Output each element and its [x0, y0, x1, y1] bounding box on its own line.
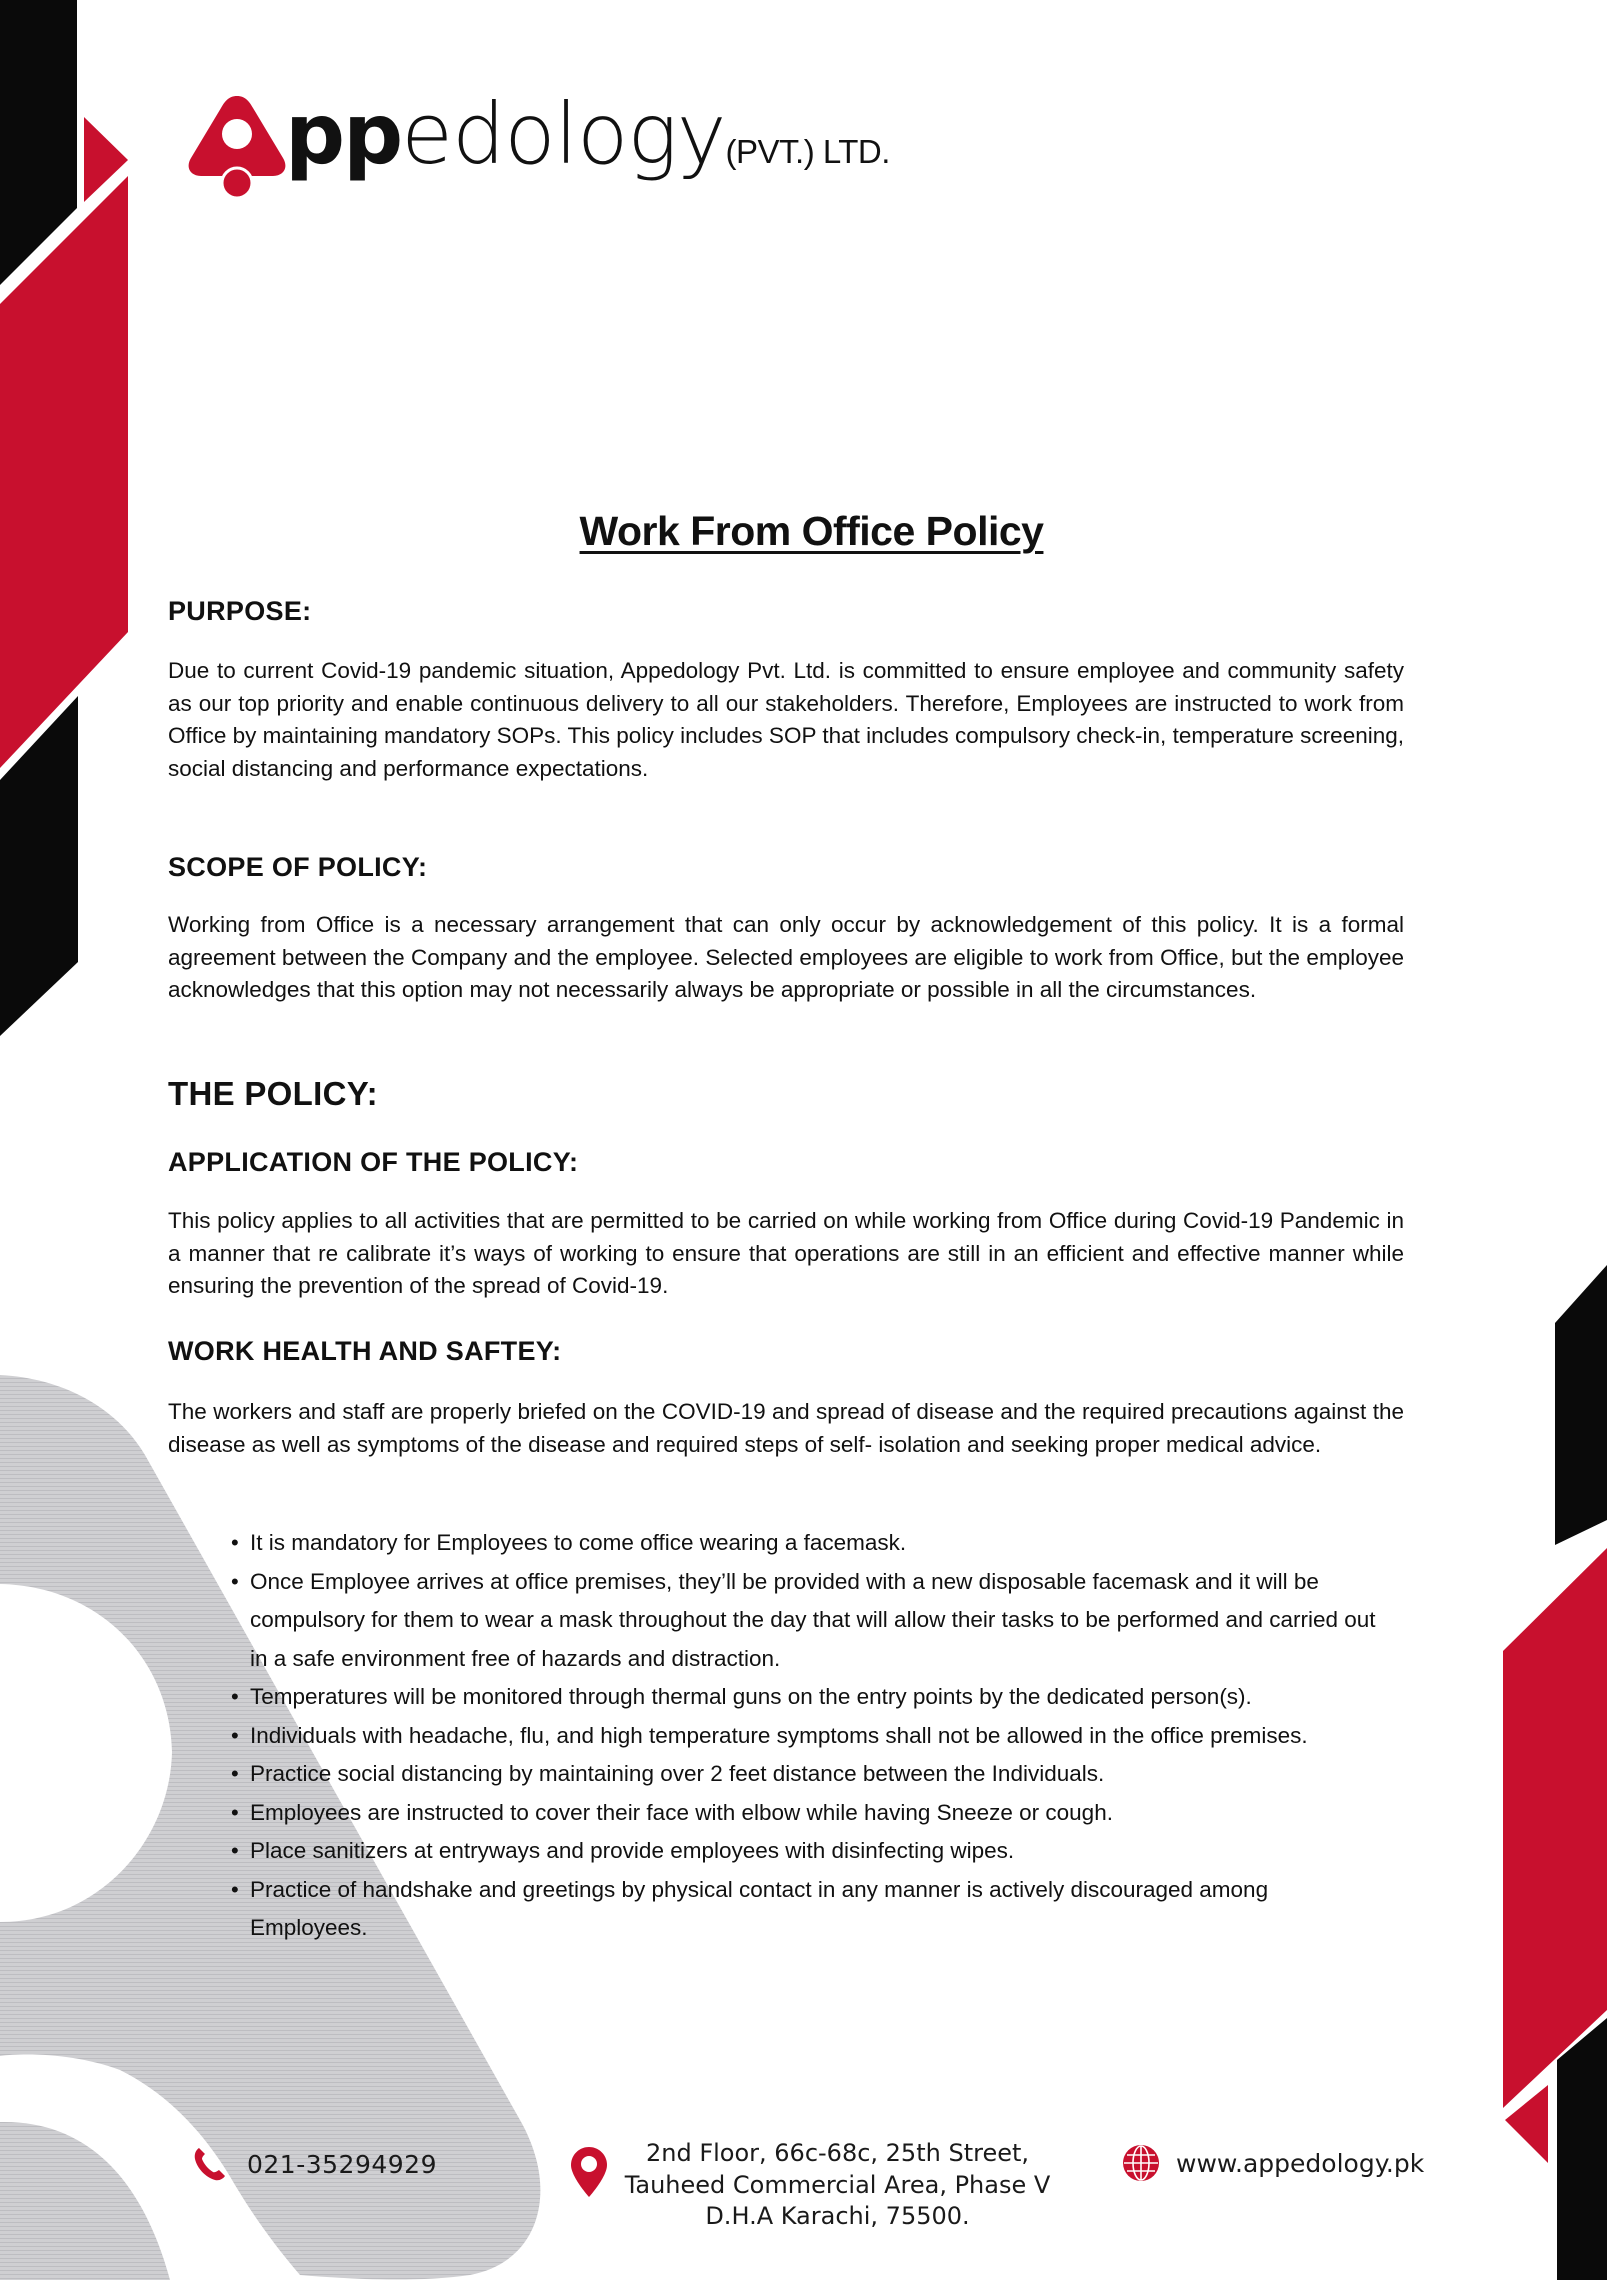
bullet-item: • Practice of handshake and greetings by physical contact in any manner is actively discouraged among Employees.	[231, 1871, 1381, 1948]
bullet-item: • Employees are instructed to cover their face with elbow while having Sneeze or cough.	[231, 1794, 1381, 1833]
globe-icon	[1122, 2144, 1160, 2182]
bullet-item: • Place sanitizers at entryways and provide employees with disinfecting wipes.	[231, 1832, 1381, 1871]
section-body-scope: Working from Office is a necessary arrangement that can only occur by acknowledgement of this policy. It is a formal agreement between the Company and the employee. Selected employees are eligible to work from Office, but the employee acknowledges that this option may not necessarily always be appropriate or possible in all the circumstances.	[168, 912, 1404, 1002]
logo-mark-icon	[185, 92, 290, 200]
section-heading-application: APPLICATION OF THE POLICY:	[168, 1147, 579, 1177]
address-line: 2nd Floor, 66c-68c, 25th Street,	[645, 2139, 1030, 2167]
section-body-application: This policy applies to all activities that are permitted to be carried on while working from Office during Covid-19 Pandemic in a manner that re calibrate it’s ways of working to ensure that operations are still in an efficient and effective manner while ensuring the prevention of the spread of Covid-19.	[168, 1208, 1404, 1298]
section-heading-health-safety: WORK HEALTH AND SAFTEY:	[168, 1336, 562, 1366]
footer-address	[600, 2138, 1075, 2233]
phone-number[interactable]: 021-35294929	[247, 2149, 437, 2179]
bullet-item: • It is mandatory for Employees to come office wearing a facemask.	[231, 1524, 1381, 1563]
address-line: D.H.A Karachi, 75500.	[705, 2202, 970, 2230]
right-red-panel	[1503, 1548, 1607, 2108]
logo-suffix-text: (PVT.) LTD.	[725, 133, 890, 170]
bullet-item: • Individuals with headache, flu, and high temperature symptoms shall not be allowed in the office premises.	[231, 1717, 1381, 1756]
section-body-purpose: Due to current Covid-19 pandemic situation, Appedology Pvt. Ltd. is committed to ensure employee and community safety as our top priority and enable continuous delivery to all our stakeholders. Therefore, Employees are instructed to work from Office by maintaining mandatory SOPs. This policy includes SOP that includes compulsory check-in, temperature screening, social distancing and performance expectations.	[168, 658, 1404, 781]
phone-icon	[193, 2146, 227, 2182]
section-heading-policy: THE POLICY:	[168, 1075, 378, 1112]
bullet-item: • Practice social distancing by maintaining over 2 feet distance between the Individuals.	[231, 1755, 1381, 1794]
section-heading-scope: SCOPE OF POLICY:	[168, 852, 428, 882]
section-body-health-safety: The workers and staff are properly briefed on the COVID-19 and spread of disease and the required precautions against the disease as well as symptoms of the disease and required steps of self- isolation and seeking proper medical advice.	[168, 1399, 1404, 1457]
address-line: Tauheed Commercial Area, Phase V	[624, 2170, 1051, 2199]
page-title: Work From Office Policy	[579, 508, 1044, 554]
logo-bold-text: pp	[285, 85, 402, 183]
logo-light-text: edology	[401, 85, 726, 183]
website-link[interactable]: www.appedology.pk	[1176, 2148, 1425, 2178]
right-black-bar-bottom	[1557, 2018, 1607, 2280]
bullet-item: • Once Employee arrives at office premises, they’ll be provided with a new disposable facemask and it will be compulsory for them to wear a mask throughout the day that will allow their tasks to be performed and carried out in a safe environment free of hazards and distraction.	[231, 1563, 1381, 1679]
bullet-item: • Temperatures will be monitored through thermal guns on the entry points by the dedicated person(s).	[231, 1678, 1381, 1717]
footer-website[interactable]	[1122, 2144, 1424, 2182]
logo-wordmark	[285, 85, 890, 183]
gray-arc-bottom-left	[0, 2122, 170, 2280]
section-heading-purpose: PURPOSE:	[168, 596, 312, 626]
right-black-bar-top	[1555, 1265, 1607, 1545]
health-safety-bullet-list	[231, 1524, 1381, 1948]
footer-phone[interactable]	[193, 2146, 437, 2182]
